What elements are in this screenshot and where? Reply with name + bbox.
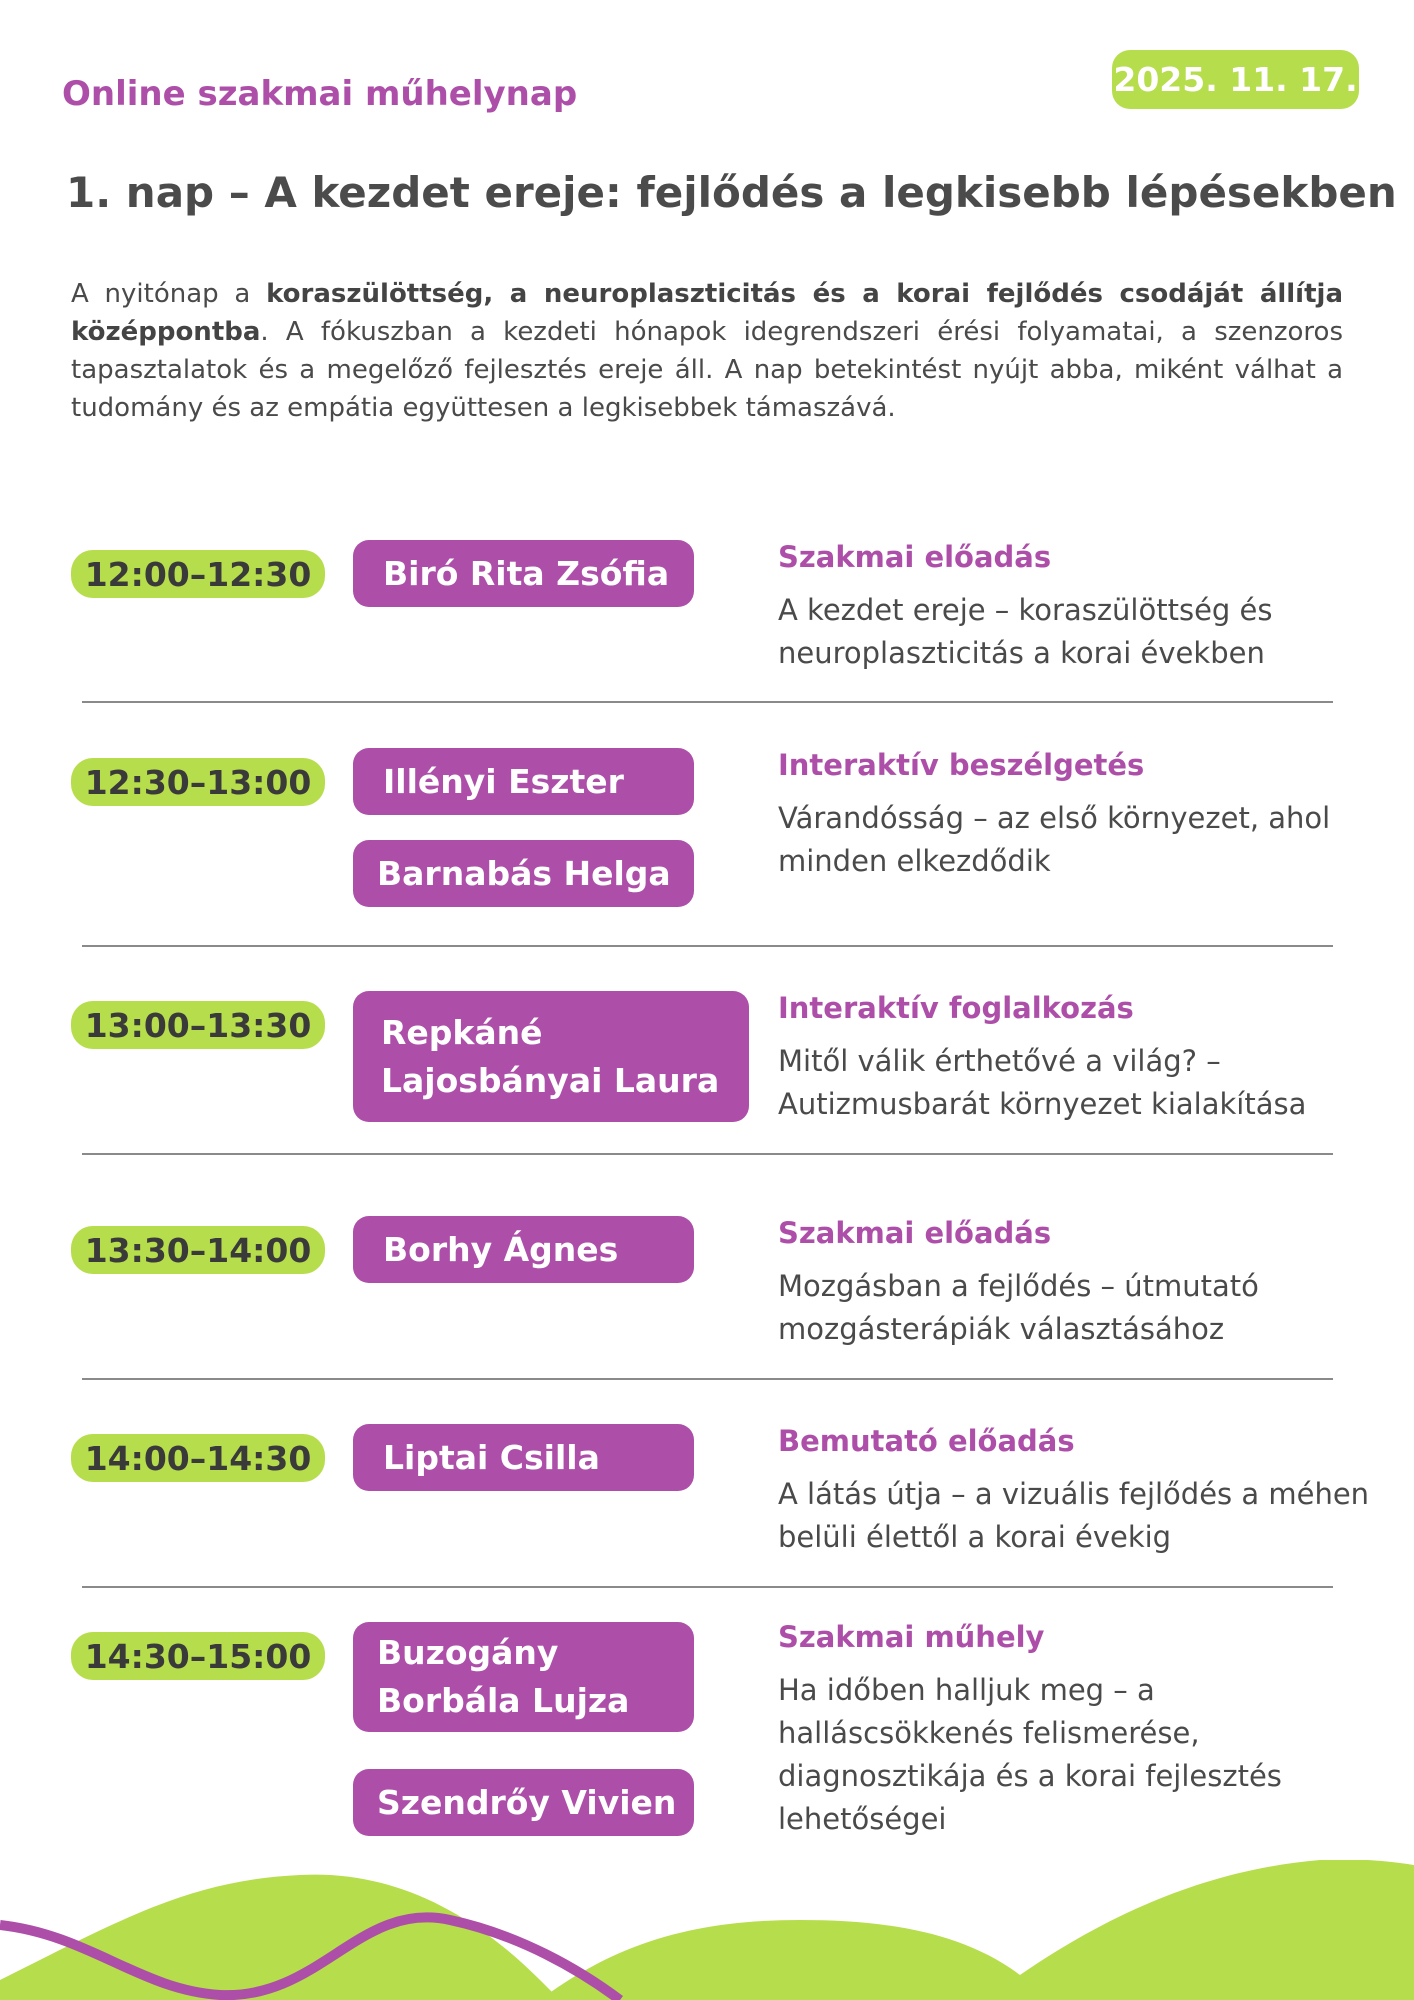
speaker-badge: Repkáné Lajosbányai Laura <box>353 991 749 1122</box>
session-type: Bemutató előadás <box>778 1424 1075 1458</box>
date-badge: 2025. 11. 17. <box>1112 50 1359 109</box>
session-type: Interaktív foglalkozás <box>778 991 1134 1025</box>
speaker-badge: Borhy Ágnes <box>353 1216 694 1283</box>
session-type: Szakmai előadás <box>778 1216 1052 1250</box>
divider <box>82 1153 1333 1155</box>
intro-paragraph <box>71 275 1343 427</box>
speaker-badge: Szendrőy Vivien <box>353 1769 694 1836</box>
time-pill: 12:00–12:30 <box>71 550 325 598</box>
speaker-badge: Liptai Csilla <box>353 1424 694 1491</box>
event-subtitle: Online szakmai műhelynap <box>62 74 578 114</box>
speaker-badge: Illényi Eszter <box>353 748 694 815</box>
session-description: Ha időben halljuk meg – a halláscsökkenés felismerése, diagnosztikája és a korai fejlesztés lehetőségei <box>778 1673 1282 1836</box>
session-type: Szakmai előadás <box>778 540 1052 574</box>
time-pill: 13:00–13:30 <box>71 1001 325 1049</box>
speaker-badge: Barnabás Helga <box>353 840 694 907</box>
green-hill-right <box>540 1860 1414 2000</box>
divider <box>82 1586 1333 1588</box>
session-type: Szakmai műhely <box>778 1620 1045 1654</box>
speaker-badge: Buzogány Borbála Lujza <box>353 1622 694 1732</box>
divider <box>82 701 1333 703</box>
page-title: 1. nap – A kezdet ereje: fejlődés a legkisebb lépésekben <box>66 168 1397 217</box>
speaker-badge: Biró Rita Zsófia <box>353 540 694 607</box>
session-description: A kezdet ereje – koraszülöttség és neuroplaszticitás a korai években <box>778 593 1273 670</box>
divider <box>82 945 1333 947</box>
time-pill: 14:30–15:00 <box>71 1632 325 1680</box>
session-type: Interaktív beszélgetés <box>778 748 1145 782</box>
time-pill: 14:00–14:30 <box>71 1434 325 1482</box>
session-description: Mozgásban a fejlődés – útmutató mozgásterápiák választásához <box>778 1269 1259 1346</box>
divider <box>82 1378 1333 1380</box>
session-description: Várandósság – az első környezet, ahol minden elkezdődik <box>778 801 1331 878</box>
session-description: A látás útja – a vizuális fejlődés a méhen belüli élettől a korai évekig <box>778 1477 1370 1554</box>
session-description: Mitől válik érthetővé a világ? – Autizmusbarát környezet kialakítása <box>778 1044 1307 1121</box>
time-pill: 13:30–14:00 <box>71 1226 325 1274</box>
intro-suffix: . A fókuszban a kezdeti hónapok idegrendszeri érési folyamatai, a szenzoros tapasztalatok és a megelőző fejlesztés ereje áll. A nap betekintést nyújt abba, miként válhat a tudomány és az empátia együttesen a legkisebbek támaszává. <box>71 317 1343 423</box>
intro-bold: koraszülöttség, a neuroplaszticitás és a korai fejlődés csodáját állítja középpontba <box>71 279 1343 347</box>
intro-prefix: A nyitónap a <box>71 279 267 309</box>
time-pill: 12:30–13:00 <box>71 758 325 806</box>
decorative-hills <box>0 1860 1414 2000</box>
